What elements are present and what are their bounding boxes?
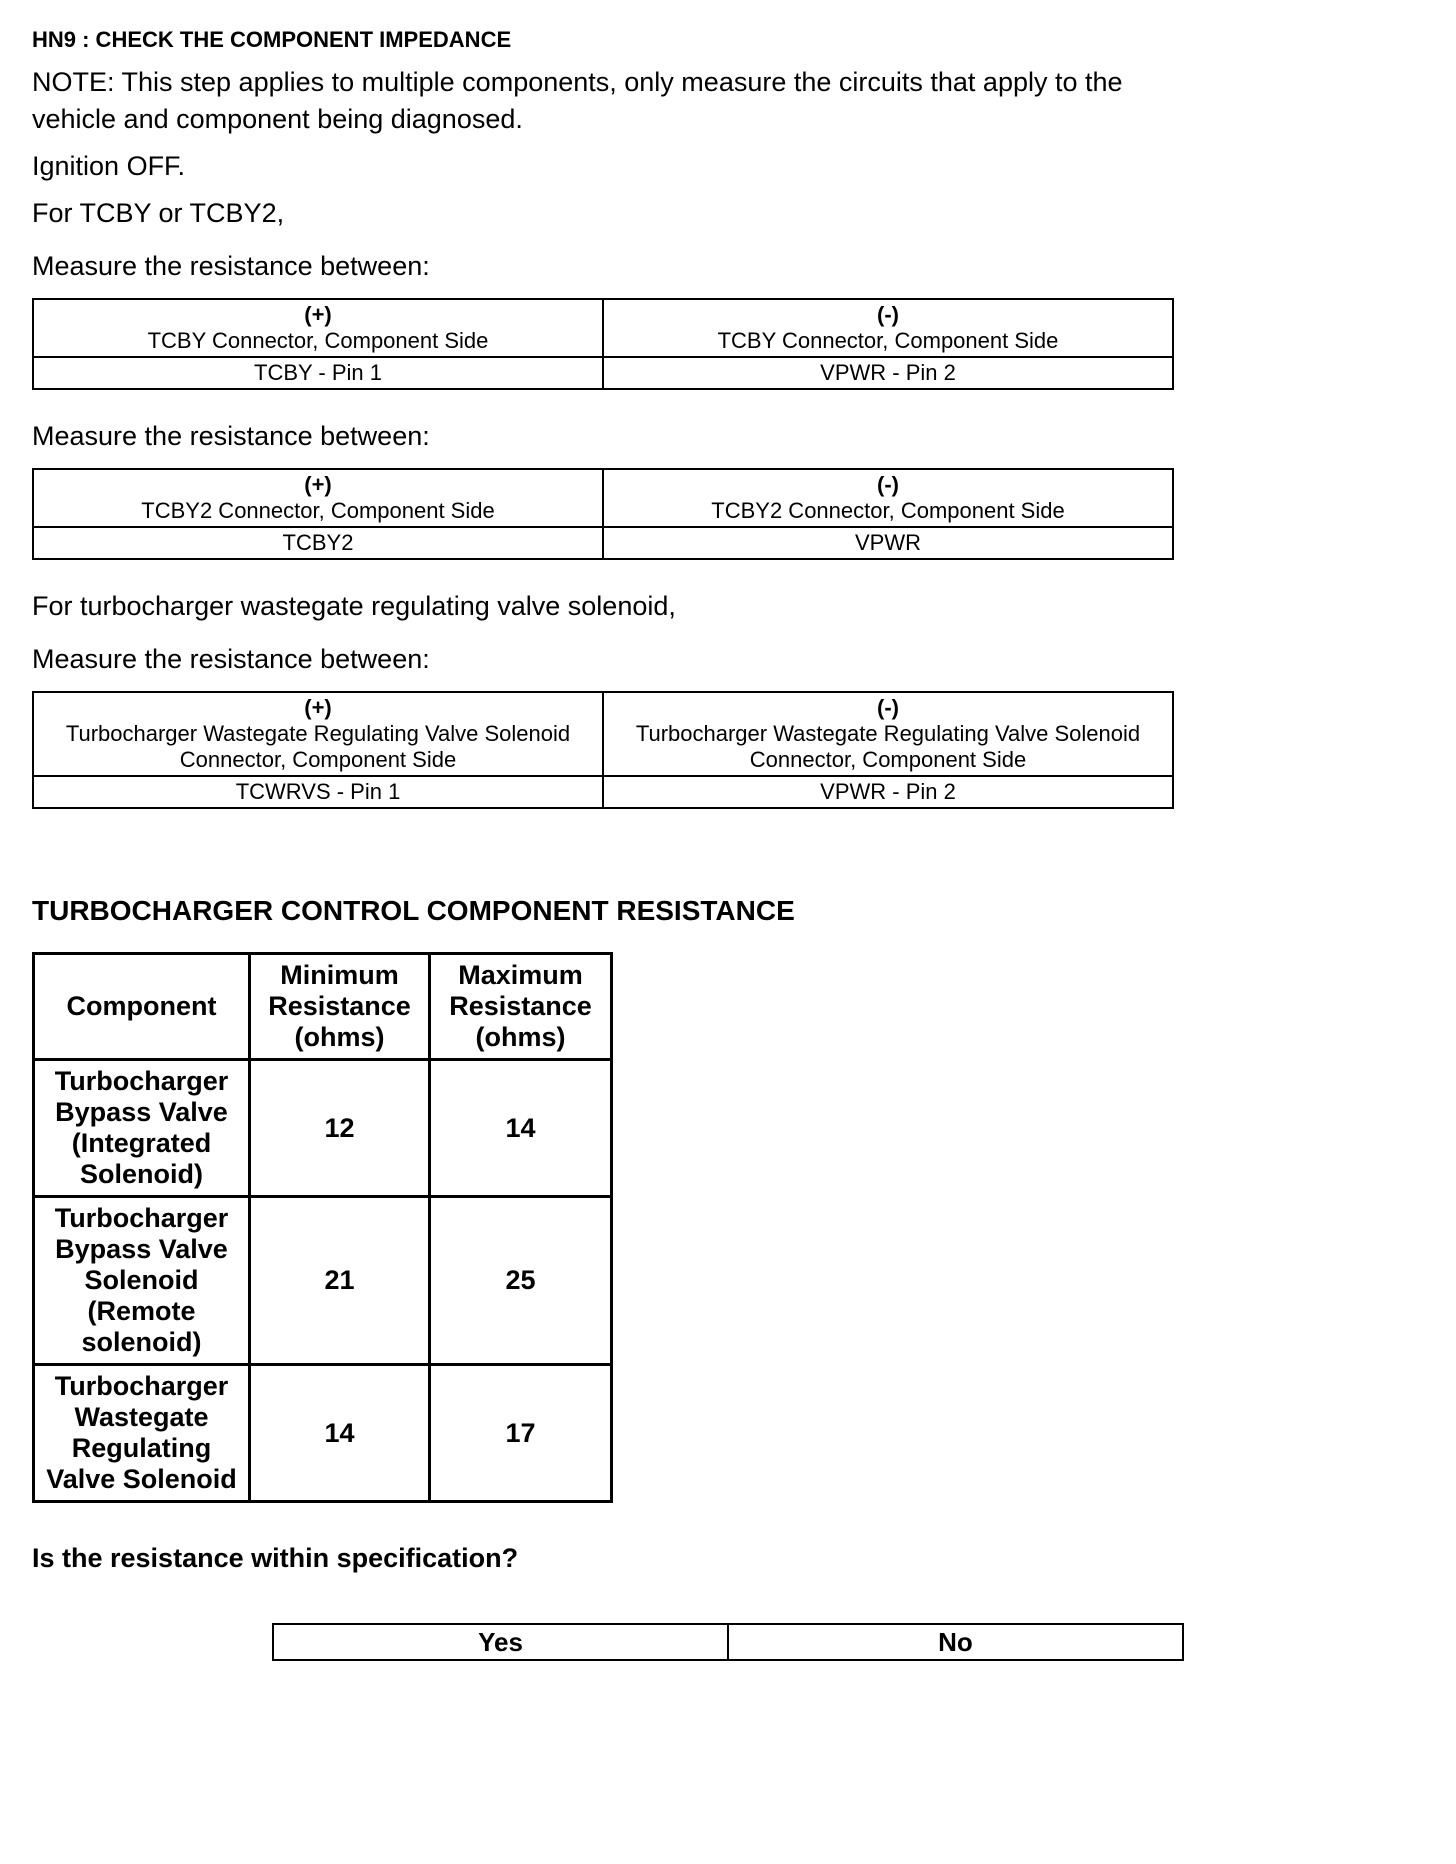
yes-no-answer-table (272, 1623, 1184, 1661)
table-row (34, 1197, 612, 1365)
table-header-row (34, 954, 612, 1060)
resistance-spec-table (32, 952, 613, 1503)
plus-header-cell (33, 469, 603, 527)
minus-sign: (-) (877, 695, 899, 720)
table-header-row (33, 469, 1173, 527)
plus-sign: (+) (304, 472, 332, 497)
measure-instruction-3: Measure the resistance between: (32, 644, 430, 674)
plus-header-cell (33, 692, 603, 776)
resistance-section-heading: TURBOCHARGER CONTROL COMPONENT RESISTANCE (32, 895, 795, 926)
measure-instruction-1: Measure the resistance between: (32, 251, 430, 281)
minus-header-cell (603, 692, 1173, 776)
min-resistance-cell: 12 (250, 1060, 430, 1197)
table-header-row (33, 692, 1173, 776)
component-column-header: Component (34, 954, 250, 1060)
for-tcby-text: For TCBY or TCBY2, (32, 198, 285, 228)
table-row (33, 776, 1173, 808)
plus-sign: (+) (304, 302, 332, 327)
minus-pin-cell: VPWR - Pin 2 (603, 776, 1173, 808)
max-resistance-cell: 14 (430, 1060, 612, 1197)
min-resistance-cell: 14 (250, 1365, 430, 1502)
max-resistance-cell: 25 (430, 1197, 612, 1365)
minus-sign: (-) (877, 472, 899, 497)
minimum-resistance-column-header: Minimum Resistance (ohms) (250, 954, 430, 1060)
wastegate-measure-table (32, 691, 1174, 809)
minus-label: TCBY Connector, Component Side (717, 328, 1059, 353)
max-resistance-cell: 17 (430, 1365, 612, 1502)
min-resistance-cell: 21 (250, 1197, 430, 1365)
yes-option[interactable]: Yes (273, 1624, 728, 1660)
plus-pin-cell: TCWRVS - Pin 1 (33, 776, 603, 808)
plus-pin-cell: TCBY2 (33, 527, 603, 559)
maximum-resistance-column-header: Maximum Resistance (ohms) (430, 954, 612, 1060)
table-row (33, 357, 1173, 389)
component-cell: Turbocharger Bypass Valve Solenoid (Remote solenoid) (34, 1197, 250, 1365)
for-wastegate-text: For turbocharger wastegate regulating valve solenoid, (32, 591, 676, 621)
plus-pin-cell: TCBY - Pin 1 (33, 357, 603, 389)
ignition-off-text: Ignition OFF. (32, 151, 186, 181)
plus-label: Turbocharger Wastegate Regulating Valve Solenoid Connector, Component Side (65, 721, 571, 772)
component-cell: Turbocharger Bypass Valve (Integrated Solenoid) (34, 1060, 250, 1197)
plus-label: TCBY Connector, Component Side (147, 328, 489, 353)
minus-sign: (-) (877, 302, 899, 327)
minus-pin-cell: VPWR - Pin 2 (603, 357, 1173, 389)
minus-header-cell (603, 299, 1173, 357)
tcby2-measure-table (32, 468, 1174, 560)
plus-label: TCBY2 Connector, Component Side (141, 498, 495, 523)
minus-pin-cell: VPWR (603, 527, 1173, 559)
tcby-measure-table (32, 298, 1174, 390)
no-option[interactable]: No (728, 1624, 1183, 1660)
table-row (34, 1060, 612, 1197)
table-header-row (33, 299, 1173, 357)
component-cell: Turbocharger Wastegate Regulating Valve Solenoid (34, 1365, 250, 1502)
table-row (273, 1624, 1183, 1660)
measure-instruction-2: Measure the resistance between: (32, 421, 430, 451)
table-row (33, 527, 1173, 559)
minus-label: Turbocharger Wastegate Regulating Valve Solenoid Connector, Component Side (635, 721, 1141, 772)
plus-header-cell (33, 299, 603, 357)
step-title: HN9 : CHECK THE COMPONENT IMPEDANCE (32, 27, 512, 52)
plus-sign: (+) (304, 695, 332, 720)
table-row (34, 1365, 612, 1502)
note-text: NOTE: This step applies to multiple components, only measure the circuits that apply to the vehicle and component being diagnosed. (32, 67, 1123, 134)
minus-header-cell (603, 469, 1173, 527)
specification-question: Is the resistance within specification? (32, 1543, 519, 1573)
minus-label: TCBY2 Connector, Component Side (711, 498, 1065, 523)
